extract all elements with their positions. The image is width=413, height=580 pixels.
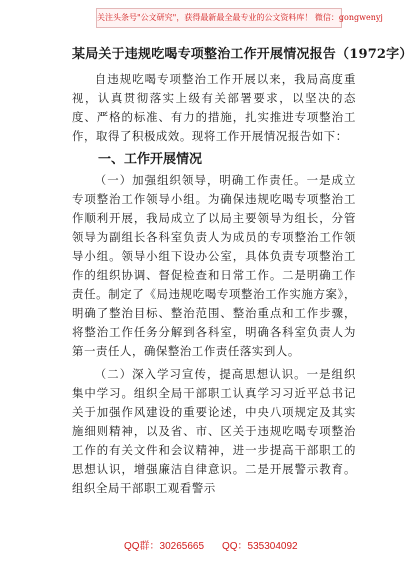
footer-contact bbox=[0, 540, 408, 554]
body-paragraph-2: （二）深入学习宣传，提高思想认识。一是组织集中学习。组织全局干部职工认真学习习近平总书记关于加强作风建设的重要论述，中央八项规定及其实施细则精神，以及省、市、区关于违规吃喝专项整治工作的有关文件和会议精神，进一步提高干部职工的思想认识，增强廉洁自律意识。二是开展警示教育。组织全局干部职工观看警示 bbox=[72, 367, 356, 495]
promo-banner: 关注头条号"公文研究"，获得最新最全最专业的公文资料库！ 微信：gongwenyj bbox=[96, 8, 342, 28]
document-page bbox=[72, 46, 413, 498]
qq-group-text: QQ群：30265665 bbox=[124, 541, 205, 552]
intro-paragraph: 自违规吃喝专项整治工作开展以来，我局高度重视，认真贯彻落实上级有关部署要求，以坚决的态度、严格的标准、有力的措施，扎实推进专项整治工作，取得了积极成效。现将工作开展情况报告如下： bbox=[72, 72, 356, 143]
section-heading: 一、工作开展情况 bbox=[98, 152, 203, 167]
body-paragraph-1: （一）加强组织领导，明确工作责任。一是成立专项整治工作领导小组。为确保违规吃喝专项整治工作顺利开展，我局成立了以局主要领导为组长，分管领导为副组长各科室负责人为成员的专项整治工作领导小组。领导小组下设办公室，具体负责专项整治工作的组织协调、督促检查和日常工作。二是明确工作责任。制定了《局违规吃喝专项整治工作实施方案》，明确了整治目标、整治范围、整治重点和工作步骤，将整治工作任务分解到各科室，明确各科室负责人为第一责任人，确保整治工作责任落实到人。 bbox=[72, 173, 356, 358]
qq-text: QQ：535304092 bbox=[222, 541, 298, 552]
document-title: 某局关于违规吃喝专项整治工作开展情况报告（1972字） bbox=[72, 47, 413, 62]
